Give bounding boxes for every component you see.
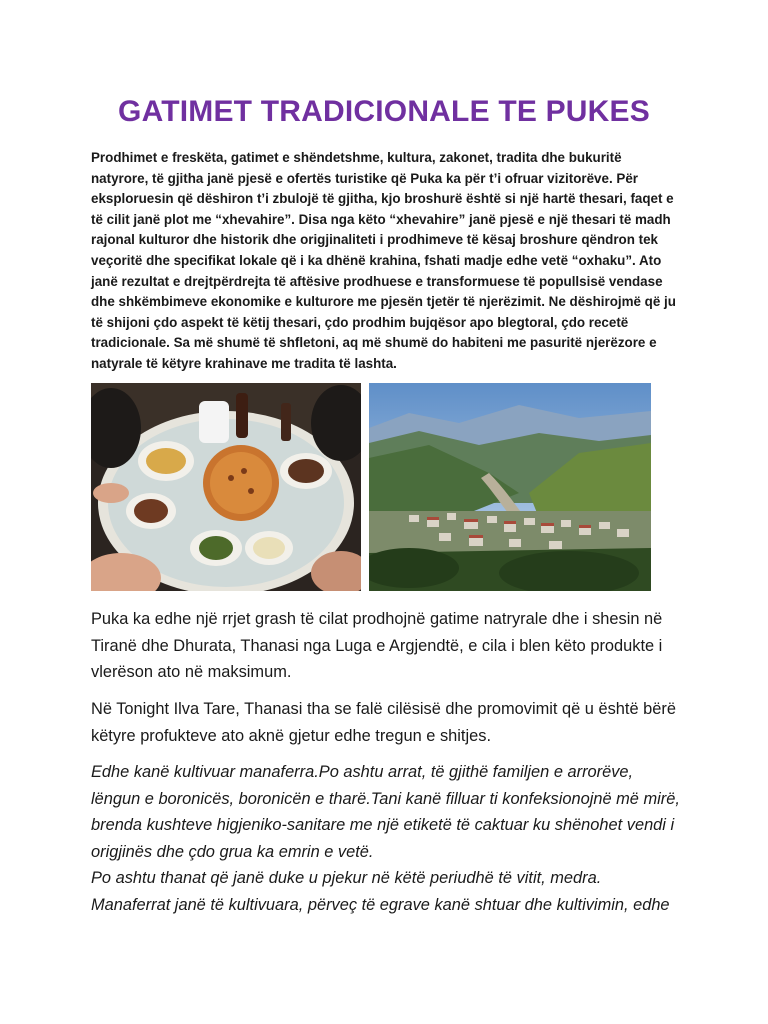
page-title: GATIMET TRADICIONALE TE PUKES (118, 95, 650, 128)
intro-paragraph: Prodhimet e freskëta, gatimet e shëndetshme, kultura, zakonet, tradita dhe bukuritë natyrore, të gjitha janë pjesë e ofertës turistike që Puka ka për t’i ofruar vizitorëve. Për eksploruesin që dëshiron t’i zbulojë të gjitha, kjo broshurë është si një hartë thesari, faqet e të cilit janë plot me “xhevahire”. Disa nga këto “xhevahire” janë pjesë e një thesari të madh rajonal kulturor dhe historik dhe origjinaliteti i prodhimeve të kësaj broshure qëndron tek veçoritë dhe specifikat lokale që i ka dhënë krahina, fshati madje edhe vetë “oxhaku”. Ato janë rezultat e drejtpërdrejta të aftësive prodhuese e transformuese të popullsisë vendase dhe shkëmbimeve ekonomike e kulturore me pjesën tjetër të njerëzimit. Ne dëshirojmë që ju të shijoni çdo aspekt të këtij thesari, çdo prodhim bujqësor apo blegtoral, çdo recetë tradicionale. Sa më shumë të shfletoni, aq më shumë do habiteni me pasuritë njerëzore e natyrale të këtyre krahinave me tradita të lashta. (91, 150, 676, 371)
paragraph-women-network: Puka ka edhe një rrjet grash të cilat prodhojnë gatime natryrale dhe i shesin në Tiranë dhe Dhurata, Thanasi nga Luga e Argjendtë, e cila i blen këto produkte i vlerëson ato në maksimum. (91, 610, 663, 681)
puka-valley-photo (369, 383, 651, 591)
photo-row (91, 383, 651, 591)
paragraph-line: Po ashtu thanat që janë duke u pjekur në këtë periudhë të vitit, medra. (91, 869, 602, 887)
paragraph-line: Manaferrat janë të kultivuara, përveç të egrave kanë shtuar dhe kultivimin, edhe (91, 895, 670, 914)
paragraph-line: Edhe kanë kultivuar manaferra.Po ashtu arrat, të gjithë familjen e arrorëve, lëngun e boronicës, boronicën e tharë.Tani kanë filluar ti konfeksionojnë më mirë, brenda kushteve higjeniko-sanitare me një etiketë të caktuar ku shënohet vendi i origjinës dhe çdo grua ka emrin e vetë. (91, 763, 680, 861)
paragraph-tonight-ilva-tare: Në Tonight Ilva Tare, Thanasi tha se falë cilësisë dhe promovimit që u është bërë këtyre profukteve ato aknë gjetur edhe tregun e shitjes. (91, 700, 676, 745)
paragraph-cultivation (91, 759, 681, 918)
traditional-food-photo (91, 383, 361, 591)
